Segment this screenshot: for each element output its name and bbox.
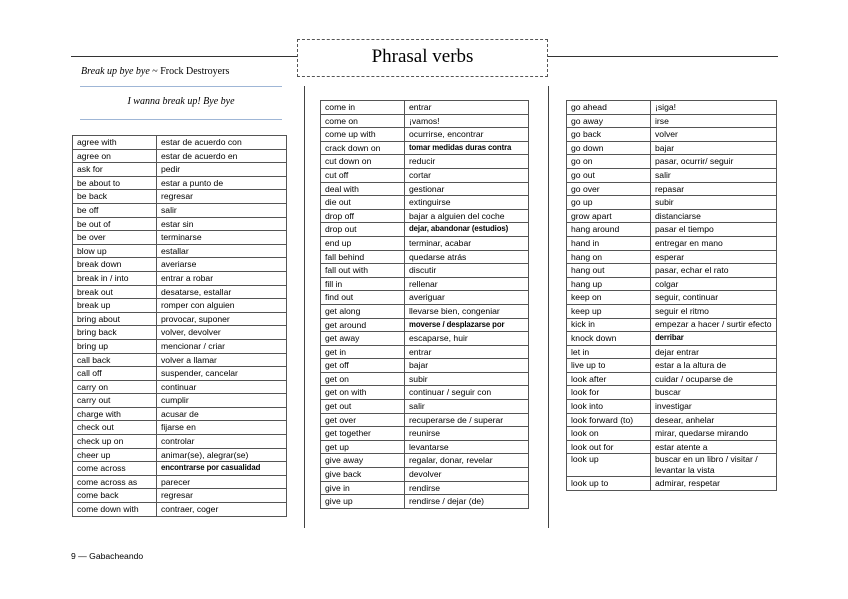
meaning-cell: salir xyxy=(405,400,529,414)
meaning-cell: romper con alguien xyxy=(157,299,287,313)
meaning-cell: gestionar xyxy=(405,182,529,196)
verb-cell: be about to xyxy=(73,176,157,190)
table-row xyxy=(73,435,287,449)
meaning-cell: irse xyxy=(651,114,777,128)
meaning-cell: volver a llamar xyxy=(157,353,287,367)
verb-cell: ask for xyxy=(73,163,157,177)
page-number: 9 xyxy=(71,551,76,561)
verb-cell: find out xyxy=(321,291,405,305)
table-row xyxy=(73,271,287,285)
verb-cell: keep on xyxy=(567,291,651,305)
verb-cell: let in xyxy=(567,345,651,359)
table-row xyxy=(73,176,287,190)
song-heading xyxy=(81,66,281,107)
meaning-cell: investigar xyxy=(651,400,777,414)
table-row xyxy=(321,304,529,318)
table-row xyxy=(73,475,287,489)
table-row xyxy=(73,462,287,476)
meaning-cell: continuar / seguir con xyxy=(405,386,529,400)
verb-cell: look on xyxy=(567,427,651,441)
verb-cell: give away xyxy=(321,454,405,468)
verb-cell: check up on xyxy=(73,435,157,449)
table-row xyxy=(567,101,777,115)
verb-cell: kick in xyxy=(567,318,651,332)
table-row xyxy=(567,141,777,155)
table-row xyxy=(73,299,287,313)
verb-cell: look for xyxy=(567,386,651,400)
page-title: Phrasal verbs xyxy=(297,39,548,77)
meaning-cell: averiarse xyxy=(157,258,287,272)
table-row xyxy=(73,489,287,503)
table-row xyxy=(567,264,777,278)
song-divider-bottom xyxy=(80,119,282,120)
table-row xyxy=(73,163,287,177)
table-row xyxy=(567,168,777,182)
table-row xyxy=(321,427,529,441)
table-row xyxy=(567,223,777,237)
meaning-cell: buscar xyxy=(651,386,777,400)
verb-cell: look up xyxy=(567,454,651,477)
meaning-cell: entrar a robar xyxy=(157,271,287,285)
verb-cell: give up xyxy=(321,495,405,509)
table-row xyxy=(321,155,529,169)
verb-cell: hang up xyxy=(567,277,651,291)
verb-cell: hang out xyxy=(567,264,651,278)
verb-cell: cut off xyxy=(321,168,405,182)
meaning-cell: suspender, cancelar xyxy=(157,367,287,381)
table-row xyxy=(73,136,287,150)
meaning-cell: buscar en un libro / visitar / levantar la vista xyxy=(651,454,777,477)
verb-cell: fill in xyxy=(321,277,405,291)
table-row xyxy=(73,231,287,245)
verb-cell: look up to xyxy=(567,477,651,491)
verb-cell: agree on xyxy=(73,149,157,163)
verb-cell: come down with xyxy=(73,503,157,517)
header-rule-right xyxy=(548,56,778,57)
meaning-cell: recuperarse de / superar xyxy=(405,413,529,427)
meaning-cell: distanciarse xyxy=(651,209,777,223)
meaning-cell: volver, devolver xyxy=(157,326,287,340)
meaning-cell: pasar, echar el rato xyxy=(651,264,777,278)
table-row xyxy=(321,114,529,128)
table-row xyxy=(567,291,777,305)
table-row xyxy=(73,448,287,462)
table-row xyxy=(567,318,777,332)
verb-cell: go up xyxy=(567,196,651,210)
meaning-cell: regresar xyxy=(157,489,287,503)
verb-cell: get in xyxy=(321,345,405,359)
verb-cell: get off xyxy=(321,359,405,373)
meaning-cell: cuidar / ocuparse de xyxy=(651,372,777,386)
meaning-cell: continuar xyxy=(157,380,287,394)
verb-cell: be back xyxy=(73,190,157,204)
verb-cell: go ahead xyxy=(567,101,651,115)
meaning-cell: ¡siga! xyxy=(651,101,777,115)
meaning-cell: bajar a alguien del coche xyxy=(405,209,529,223)
verb-cell: give in xyxy=(321,481,405,495)
verb-cell: charge with xyxy=(73,407,157,421)
table-row xyxy=(321,250,529,264)
meaning-cell: quedarse atrás xyxy=(405,250,529,264)
meaning-cell: devolver xyxy=(405,468,529,482)
verb-cell: look into xyxy=(567,400,651,414)
table-row xyxy=(321,332,529,346)
verb-cell: keep up xyxy=(567,304,651,318)
verb-cell: look out for xyxy=(567,440,651,454)
verb-cell: be off xyxy=(73,203,157,217)
table-row xyxy=(73,244,287,258)
meaning-cell: averiguar xyxy=(405,291,529,305)
table-row xyxy=(321,413,529,427)
meaning-cell: provocar, suponer xyxy=(157,312,287,326)
meaning-cell: colgar xyxy=(651,277,777,291)
table-row xyxy=(321,481,529,495)
verb-cell: be out of xyxy=(73,217,157,231)
page-footer xyxy=(71,551,143,561)
table-row xyxy=(73,394,287,408)
table-row xyxy=(73,421,287,435)
table-row xyxy=(567,454,777,477)
meaning-cell: regalar, donar, revelar xyxy=(405,454,529,468)
verb-cell: go away xyxy=(567,114,651,128)
verb-cell: get over xyxy=(321,413,405,427)
verb-cell: hang on xyxy=(567,250,651,264)
verb-cell: fall behind xyxy=(321,250,405,264)
verb-cell: check out xyxy=(73,421,157,435)
table-row xyxy=(73,312,287,326)
verb-cell: drop off xyxy=(321,209,405,223)
meaning-cell: estar de acuerdo con xyxy=(157,136,287,150)
meaning-cell: pedir xyxy=(157,163,287,177)
meaning-cell: pasar el tiempo xyxy=(651,223,777,237)
column-separator-1 xyxy=(304,86,305,528)
verb-cell: give back xyxy=(321,468,405,482)
meaning-cell: seguir, continuar xyxy=(651,291,777,305)
table-row xyxy=(567,114,777,128)
verb-cell: agree with xyxy=(73,136,157,150)
meaning-cell: encontrarse por casualidad xyxy=(157,462,287,476)
table-row xyxy=(567,128,777,142)
verb-cell: hand in xyxy=(567,236,651,250)
table-row xyxy=(567,400,777,414)
table-row xyxy=(567,304,777,318)
header-rule-left xyxy=(71,56,297,57)
meaning-cell: empezar a hacer / surtir efecto xyxy=(651,318,777,332)
table-row xyxy=(567,386,777,400)
table-row xyxy=(321,128,529,142)
footer-site: Gabacheando xyxy=(89,551,144,561)
table-row xyxy=(321,372,529,386)
verb-cell: get on xyxy=(321,372,405,386)
verb-cell: cut down on xyxy=(321,155,405,169)
table-row xyxy=(73,380,287,394)
meaning-cell: ocurrirse, encontrar xyxy=(405,128,529,142)
verb-cell: grow apart xyxy=(567,209,651,223)
song-subtitle: I wanna break up! Bye bye xyxy=(127,96,235,107)
verb-cell: get around xyxy=(321,318,405,332)
meaning-cell: admirar, respetar xyxy=(651,477,777,491)
verb-cell: look after xyxy=(567,372,651,386)
table-row xyxy=(73,190,287,204)
table-row xyxy=(567,359,777,373)
verb-cell: call back xyxy=(73,353,157,367)
meaning-cell: mencionar / criar xyxy=(157,339,287,353)
table-row xyxy=(73,285,287,299)
table-row xyxy=(73,326,287,340)
meaning-cell: desear, anhelar xyxy=(651,413,777,427)
meaning-cell: repasar xyxy=(651,182,777,196)
table-row xyxy=(321,359,529,373)
table-row xyxy=(73,353,287,367)
verb-cell: be over xyxy=(73,231,157,245)
meaning-cell: dejar, abandonar (estudios) xyxy=(405,223,529,237)
meaning-cell: salir xyxy=(651,168,777,182)
meaning-cell: levantarse xyxy=(405,440,529,454)
table-row xyxy=(321,495,529,509)
table-row xyxy=(567,372,777,386)
phrasal-verbs-table-3 xyxy=(566,100,777,491)
table-row xyxy=(321,277,529,291)
footer-dash: — xyxy=(78,551,87,561)
meaning-cell: derribar xyxy=(651,332,777,346)
meaning-cell: ¡vamos! xyxy=(405,114,529,128)
verb-cell: come back xyxy=(73,489,157,503)
table-row xyxy=(73,203,287,217)
meaning-cell: llevarse bien, congeniar xyxy=(405,304,529,318)
meaning-cell: terminarse xyxy=(157,231,287,245)
meaning-cell: acusar de xyxy=(157,407,287,421)
meaning-cell: terminar, acabar xyxy=(405,236,529,250)
meaning-cell: discutir xyxy=(405,264,529,278)
table-row xyxy=(321,400,529,414)
table-row xyxy=(73,258,287,272)
verb-cell: come on xyxy=(321,114,405,128)
table-row xyxy=(321,236,529,250)
meaning-cell: rendirse xyxy=(405,481,529,495)
meaning-cell: bajar xyxy=(651,141,777,155)
meaning-cell: entrar xyxy=(405,345,529,359)
table-row xyxy=(321,468,529,482)
verb-cell: end up xyxy=(321,236,405,250)
meaning-cell: entregar en mano xyxy=(651,236,777,250)
meaning-cell: cortar xyxy=(405,168,529,182)
verb-cell: fall out with xyxy=(321,264,405,278)
verb-cell: come in xyxy=(321,101,405,115)
verb-cell: get up xyxy=(321,440,405,454)
verb-cell: carry out xyxy=(73,394,157,408)
meaning-cell: fijarse en xyxy=(157,421,287,435)
verb-cell: break out xyxy=(73,285,157,299)
table-row xyxy=(567,182,777,196)
table-row xyxy=(567,413,777,427)
verb-cell: blow up xyxy=(73,244,157,258)
table-row xyxy=(321,168,529,182)
phrasal-verbs-table-2 xyxy=(320,100,529,509)
meaning-cell: seguir el ritmo xyxy=(651,304,777,318)
table-row xyxy=(321,209,529,223)
table-row xyxy=(321,345,529,359)
meaning-cell: escaparse, huir xyxy=(405,332,529,346)
song-artist: Frock Destroyers xyxy=(160,66,230,77)
meaning-cell: moverse / desplazarse por xyxy=(405,318,529,332)
table-row xyxy=(567,277,777,291)
table-row xyxy=(567,332,777,346)
column-separator-2 xyxy=(548,86,549,528)
verb-cell: bring back xyxy=(73,326,157,340)
song-divider-top xyxy=(80,86,282,87)
meaning-cell: dejar entrar xyxy=(651,345,777,359)
meaning-cell: extinguirse xyxy=(405,196,529,210)
table-row xyxy=(73,407,287,421)
verb-cell: crack down on xyxy=(321,141,405,155)
verb-cell: break down xyxy=(73,258,157,272)
verb-cell: call off xyxy=(73,367,157,381)
verb-cell: go down xyxy=(567,141,651,155)
meaning-cell: animar(se), alegrar(se) xyxy=(157,448,287,462)
verb-cell: come across as xyxy=(73,475,157,489)
verb-cell: die out xyxy=(321,196,405,210)
meaning-cell: bajar xyxy=(405,359,529,373)
meaning-cell: contraer, coger xyxy=(157,503,287,517)
verb-cell: live up to xyxy=(567,359,651,373)
verb-cell: come across xyxy=(73,462,157,476)
meaning-cell: regresar xyxy=(157,190,287,204)
verb-cell: look forward (to) xyxy=(567,413,651,427)
table-row xyxy=(321,182,529,196)
verb-cell: go over xyxy=(567,182,651,196)
verb-cell: get out xyxy=(321,400,405,414)
table-row xyxy=(73,503,287,517)
meaning-cell: esperar xyxy=(651,250,777,264)
table-row xyxy=(567,236,777,250)
table-row xyxy=(321,264,529,278)
table-row xyxy=(567,440,777,454)
table-row xyxy=(73,149,287,163)
verb-cell: go on xyxy=(567,155,651,169)
verb-cell: hang around xyxy=(567,223,651,237)
table-row xyxy=(321,454,529,468)
table-row xyxy=(73,339,287,353)
meaning-cell: rellenar xyxy=(405,277,529,291)
verb-cell: come up with xyxy=(321,128,405,142)
verb-cell: break up xyxy=(73,299,157,313)
table-row xyxy=(321,196,529,210)
meaning-cell: parecer xyxy=(157,475,287,489)
meaning-cell: estar atente a xyxy=(651,440,777,454)
meaning-cell: estar a la altura de xyxy=(651,359,777,373)
verb-cell: knock down xyxy=(567,332,651,346)
table-row xyxy=(567,196,777,210)
verb-cell: go out xyxy=(567,168,651,182)
meaning-cell: salir xyxy=(157,203,287,217)
meaning-cell: rendirse / dejar (de) xyxy=(405,495,529,509)
verb-cell: get on with xyxy=(321,386,405,400)
table-row xyxy=(567,427,777,441)
table-row xyxy=(567,209,777,223)
table-row xyxy=(567,345,777,359)
table-row xyxy=(321,386,529,400)
meaning-cell: reducir xyxy=(405,155,529,169)
verb-cell: carry on xyxy=(73,380,157,394)
meaning-cell: estallar xyxy=(157,244,287,258)
table-row xyxy=(321,223,529,237)
verb-cell: deal with xyxy=(321,182,405,196)
meaning-cell: cumplir xyxy=(157,394,287,408)
phrasal-verbs-table-1 xyxy=(72,135,287,517)
meaning-cell: entrar xyxy=(405,101,529,115)
verb-cell: get away xyxy=(321,332,405,346)
table-row xyxy=(73,217,287,231)
table-row xyxy=(321,291,529,305)
table-row xyxy=(567,250,777,264)
table-row xyxy=(321,141,529,155)
verb-cell: get along xyxy=(321,304,405,318)
verb-cell: bring about xyxy=(73,312,157,326)
meaning-cell: estar a punto de xyxy=(157,176,287,190)
verb-cell: cheer up xyxy=(73,448,157,462)
meaning-cell: subir xyxy=(651,196,777,210)
song-title: Break up bye bye xyxy=(81,66,150,77)
meaning-cell: mirar, quedarse mirando xyxy=(651,427,777,441)
table-row xyxy=(567,155,777,169)
meaning-cell: tomar medidas duras contra xyxy=(405,141,529,155)
table-row xyxy=(567,477,777,491)
meaning-cell: volver xyxy=(651,128,777,142)
meaning-cell: reunirse xyxy=(405,427,529,441)
verb-cell: break in / into xyxy=(73,271,157,285)
verb-cell: go back xyxy=(567,128,651,142)
meaning-cell: subir xyxy=(405,372,529,386)
meaning-cell: controlar xyxy=(157,435,287,449)
verb-cell: get together xyxy=(321,427,405,441)
meaning-cell: estar sin xyxy=(157,217,287,231)
table-row xyxy=(321,440,529,454)
verb-cell: drop out xyxy=(321,223,405,237)
meaning-cell: estar de acuerdo en xyxy=(157,149,287,163)
table-row xyxy=(321,101,529,115)
song-separator: ~ xyxy=(152,66,158,77)
verb-cell: bring up xyxy=(73,339,157,353)
table-row xyxy=(321,318,529,332)
meaning-cell: desatarse, estallar xyxy=(157,285,287,299)
table-row xyxy=(73,367,287,381)
meaning-cell: pasar, ocurrir/ seguir xyxy=(651,155,777,169)
